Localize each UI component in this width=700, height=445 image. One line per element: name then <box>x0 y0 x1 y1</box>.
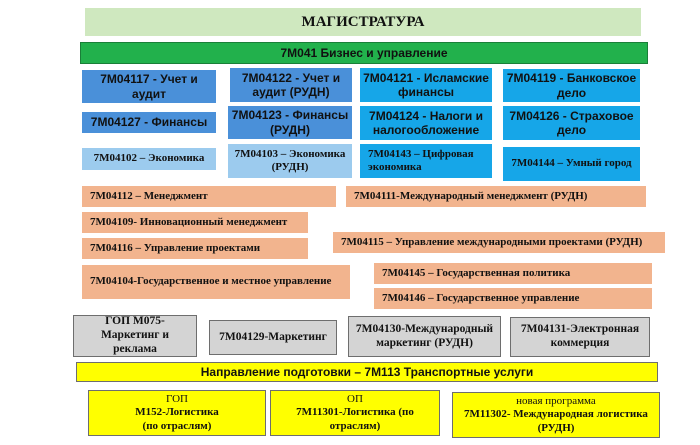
program-name: 7M11302- Международная логистика <box>464 408 648 421</box>
program-state-local-government: 7M04104-Государственное и местное управление <box>82 265 350 299</box>
program-economics-rudn: 7M04103 – Экономика (РУДН) <box>228 144 352 178</box>
program-management: 7M04112 – Менеджмент <box>82 186 336 207</box>
program-innovation-management: 7M04109- Инновационный менеджмент <box>82 212 308 233</box>
program-finance: 7M04127 - Финансы <box>82 112 216 133</box>
program-smart-city: 7M04144 – Умный город <box>503 147 640 181</box>
program-marketing: 7M04129-Маркетинг <box>209 320 337 355</box>
main-program-bar: 7М041 Бизнес и управление <box>80 42 648 64</box>
program-state-policy: 7M04145 – Государственная политика <box>374 263 652 284</box>
program-tag: ГОП <box>166 393 188 406</box>
program-detail: (по отраслям) <box>142 419 212 432</box>
program-marketing-advertising: ГОП М075-Маркетинг и реклама <box>73 315 197 357</box>
program-international-management-rudn: 7M04111-Международный менеджмент (РУДН) <box>346 186 646 207</box>
program-tag: ОП <box>347 393 363 406</box>
program-name: М152-Логистика <box>135 406 219 419</box>
program-insurance: 7M04126 - Страховое дело <box>503 106 640 140</box>
program-tag: новая программа <box>516 395 596 408</box>
program-finance-rudn: 7M04123 - Финансы (РУДН) <box>228 106 352 139</box>
transport-direction-bar: Направление подготовки – 7М113 Транспортные услуги <box>76 362 658 382</box>
program-economics: 7M04102 – Экономика <box>82 148 216 170</box>
program-accounting-audit-rudn: 7M04122 - Учет и аудит (РУДН) <box>230 68 352 102</box>
program-public-administration: 7M04146 – Государственное управление <box>374 288 652 309</box>
program-logistics-gop <box>88 390 266 436</box>
program-detail: отраслям) <box>329 419 381 432</box>
program-accounting-audit: 7M04117 - Учет и аудит <box>82 70 216 103</box>
program-islamic-finance: 7M04121 - Исламские финансы <box>360 68 492 102</box>
program-name: 7M11301-Логистика (по <box>296 406 414 419</box>
program-detail: (РУДН) <box>537 421 575 434</box>
program-logistics-op <box>270 390 440 436</box>
program-banking: 7M04119 - Банковское дело <box>503 69 640 102</box>
page-title: МАГИСТРАТУРА <box>85 8 641 36</box>
program-international-marketing-rudn: 7M04130-Международный маркетинг (РУДН) <box>348 316 501 357</box>
program-international-logistics-rudn <box>452 392 660 438</box>
program-e-commerce: 7M04131-Электронная коммерция <box>510 317 650 357</box>
program-digital-economy: 7M04143 – Цифровая экономика <box>360 144 492 178</box>
program-taxes: 7M04124 - Налоги и налогообложение <box>360 106 492 140</box>
program-project-management: 7M04116 – Управление проектами <box>82 238 308 259</box>
program-international-project-management-rudn: 7M04115 – Управление международными проектами (РУДН) <box>333 232 665 253</box>
